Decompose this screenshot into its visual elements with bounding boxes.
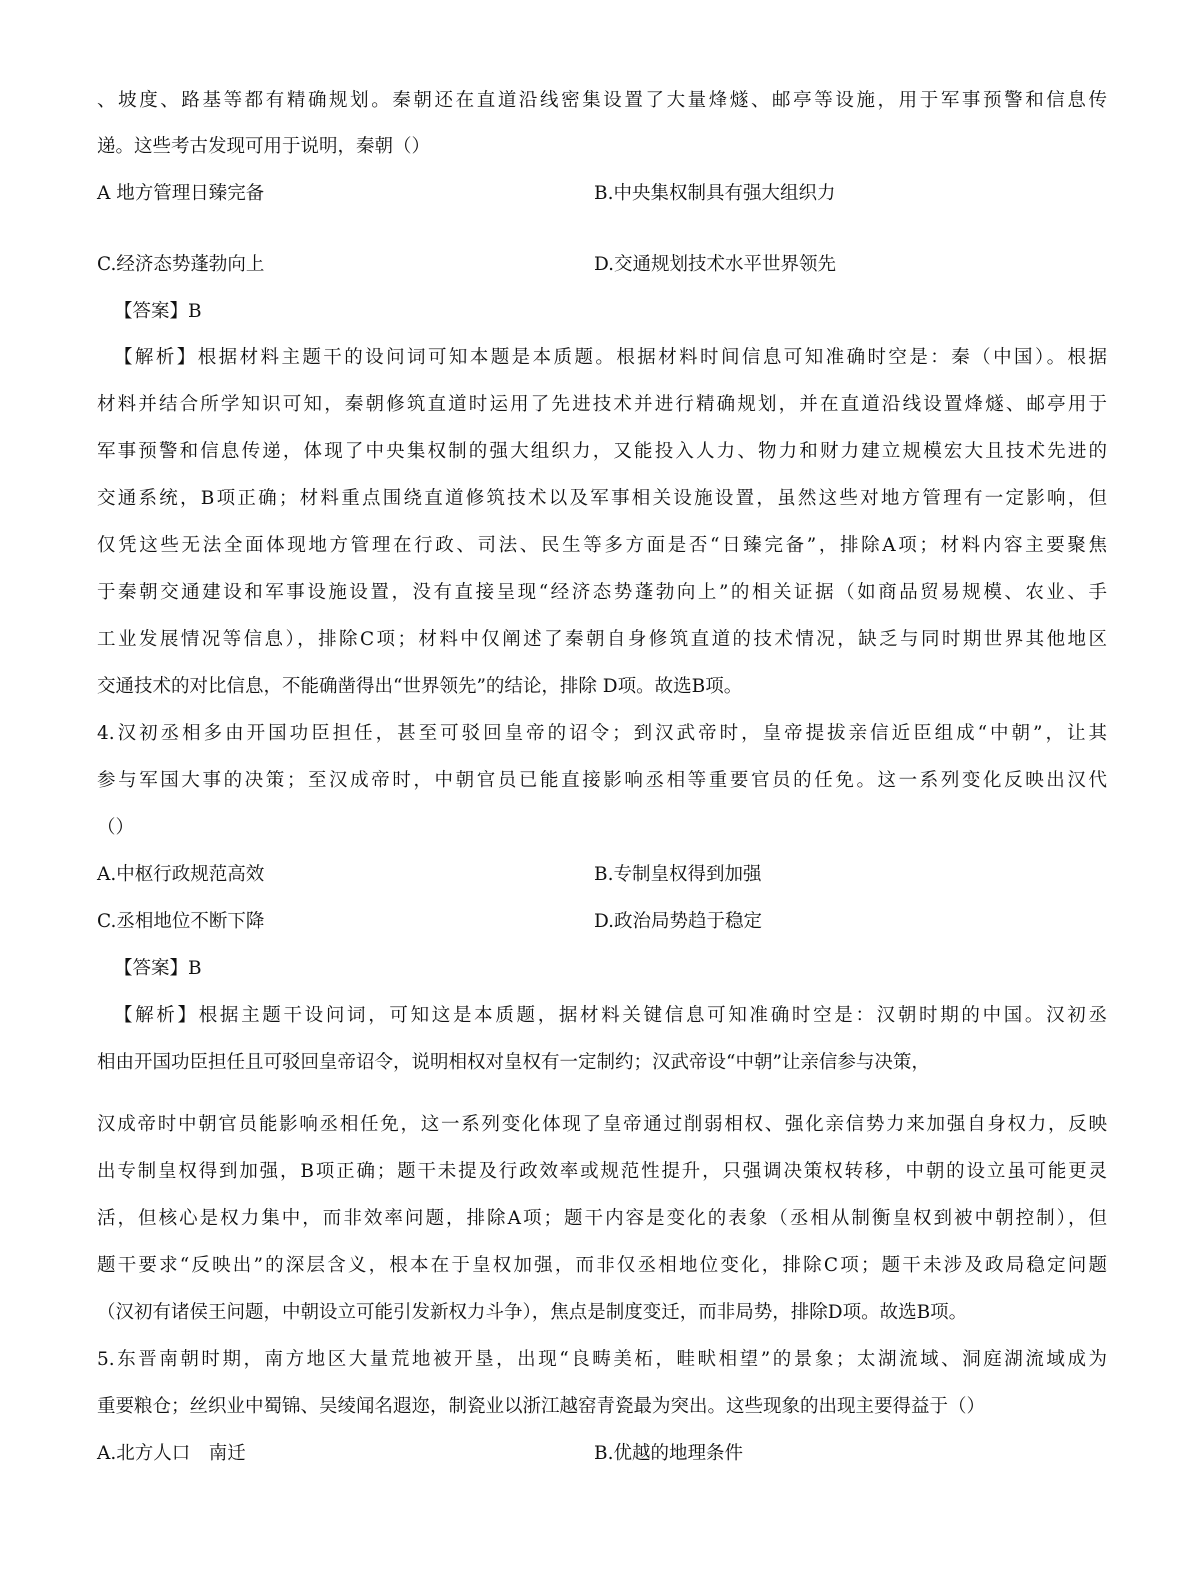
q3-option-b: B.中央集权制具有强大组织力 [594, 183, 836, 204]
q5-stem-line-1: 5.东晋南朝时期，南方地区大量荒地被开垦，出现“良畴美柘，畦畎相望”的景象；太湖流域、洞庭湖流域成为 [97, 1349, 1107, 1370]
q4-option-c: C.丞相地位不断下降 [97, 911, 265, 932]
q3-analysis-line-2: 材料并结合所学知识可知，秦朝修筑直道时运用了先进技术并进行精确规划，并在直道沿线设置烽燧、邮亭用于 [97, 394, 1107, 415]
q3-analysis-line-1: 【解析】根据材料主题干的设问词可知本题是本质题。根据材料时间信息可知准确时空是：秦（中国）。根据 [114, 347, 1107, 368]
q3-option-a: A 地方管理日臻完备 [97, 183, 265, 204]
q4-stem-line-2: 参与军国大事的决策；至汉成帝时，中朝官员已能直接影响丞相等重要官员的任免。这一系列变化反映出汉代 [97, 770, 1107, 791]
q4-stem-line-1: 4.汉初丞相多由开国功臣担任，甚至可驳回皇帝的诏令；到汉武帝时，皇帝提拔亲信近臣组成“中朝”，让其 [97, 723, 1107, 744]
q4-answer: 【答案】B [114, 958, 202, 979]
q4-stem-line-3: （） [97, 817, 135, 838]
q4-analysis-line-5: 活，但核心是权力集中，而非效率问题，排除A项；题干内容是变化的表象（丞相从制衡皇权到被中朝控制），但 [97, 1208, 1107, 1229]
q4-option-d: D.政治局势趋于稳定 [594, 911, 763, 932]
q3-analysis-line-8: 交通技术的对比信息，不能确凿得出“世界领先”的结论，排除 D项。故选B项。 [97, 676, 743, 697]
q3-stem-line-2: 递。这些考古发现可用于说明，秦朝（） [97, 136, 431, 157]
q5-option-a: A.北方人口 南迁 [97, 1443, 246, 1464]
q4-analysis-line-6: 题干要求“反映出”的深层含义，根本在于皇权加强，而非仅丞相地位变化，排除C项；题干未涉及政局稳定问题 [97, 1255, 1107, 1276]
q3-option-c: C.经济态势蓬勃向上 [97, 254, 265, 275]
q4-analysis-line-4: 出专制皇权得到加强，B项正确；题干未提及行政效率或规范性提升，只强调决策权转移，中朝的设立虽可能更灵 [97, 1161, 1107, 1182]
q3-stem-line-1: 、坡度、路基等都有精确规划。秦朝还在直道沿线密集设置了大量烽燧、邮亭等设施，用于军事预警和信息传 [97, 90, 1107, 111]
q3-analysis-line-5: 仅凭这些无法全面体现地方管理在行政、司法、民生等多方面是否“日臻完备”，排除A项；材料内容主要聚焦 [97, 535, 1107, 556]
q3-analysis-line-6: 于秦朝交通建设和军事设施设置，没有直接呈现“经济态势蓬勃向上”的相关证据（如商品贸易规模、农业、手 [97, 582, 1107, 603]
q4-option-b: B.专制皇权得到加强 [594, 864, 762, 885]
q4-analysis-line-2: 相由开国功臣担任且可驳回皇帝诏令，说明相权对皇权有一定制约；汉武帝设“中朝”让亲信参与决策， [97, 1052, 930, 1073]
q5-stem-line-2: 重要粮仓；丝织业中蜀锦、吴绫闻名遐迩，制瓷业以浙江越窑青瓷最为突出。这些现象的出现主要得益于（） [97, 1396, 986, 1417]
q4-option-a: A.中枢行政规范高效 [97, 864, 265, 885]
q3-option-d: D.交通规划技术水平世界领先 [594, 254, 837, 275]
q4-analysis-line-7: （汉初有诸侯王问题，中朝设立可能引发新权力斗争），焦点是制度变迁，而非局势，排除D项。故选B项。 [97, 1302, 968, 1323]
q3-analysis-line-3: 军事预警和信息传递，体现了中央集权制的强大组织力，又能投入人力、物力和财力建立规模宏大且技术先进的 [97, 441, 1107, 462]
q3-analysis-line-4: 交通系统，B项正确；材料重点围绕直道修筑技术以及军事相关设施设置，虽然这些对地方管理有一定影响，但 [97, 488, 1107, 509]
q4-analysis-line-1: 【解析】根据主题干设问词，可知这是本质题，据材料关键信息可知准确时空是：汉朝时期的中国。汉初丞 [114, 1005, 1107, 1026]
q4-analysis-line-3: 汉成帝时中朝官员能影响丞相任免，这一系列变化体现了皇帝通过削弱相权、强化亲信势力来加强自身权力，反映 [97, 1114, 1107, 1135]
q3-answer: 【答案】B [114, 301, 202, 322]
q5-option-b: B.优越的地理条件 [594, 1443, 743, 1464]
q3-analysis-line-7: 工业发展情况等信息），排除C项；材料中仅阐述了秦朝自身修筑直道的技术情况，缺乏与同时期世界其他地区 [97, 629, 1107, 650]
